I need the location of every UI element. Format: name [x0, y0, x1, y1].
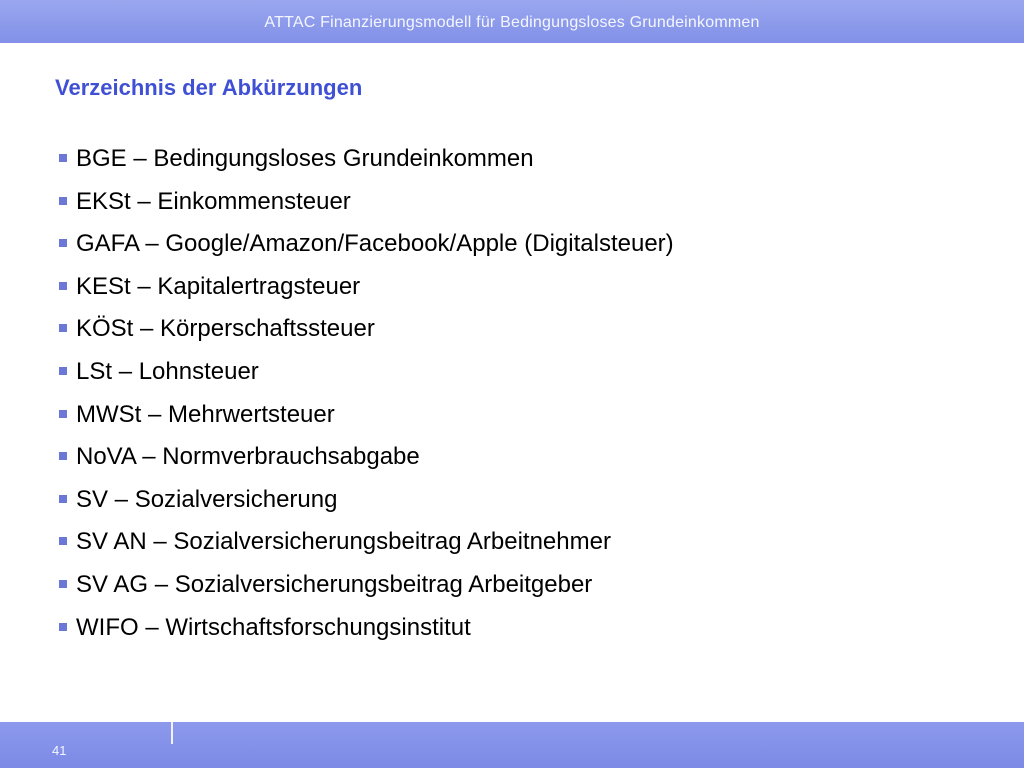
- header-bar: [0, 0, 1024, 43]
- list-item-text: SV – Sozialversicherung: [76, 485, 338, 513]
- square-bullet-icon: [59, 367, 67, 375]
- square-bullet-icon: [59, 239, 67, 247]
- section-heading: Verzeichnis der Abkürzungen: [55, 75, 363, 100]
- square-bullet-icon: [59, 495, 67, 503]
- list-item: [56, 566, 674, 609]
- list-item-text: MWSt – Mehrwertsteuer: [76, 400, 335, 428]
- list-item-text: KÖSt – Körperschaftssteuer: [76, 315, 375, 343]
- square-bullet-icon: [59, 410, 67, 418]
- page-number: 41: [52, 743, 67, 758]
- square-bullet-icon: [59, 537, 67, 545]
- list-item-text: KESt – Kapitalertragsteuer: [76, 272, 361, 300]
- list-item-text: GAFA – Google/Amazon/Facebook/Apple (Digitalsteuer): [76, 230, 674, 258]
- list-item-text: SV AN – Sozialversicherungsbeitrag Arbeitnehmer: [76, 528, 611, 556]
- list-item: [56, 396, 674, 439]
- list-item: [56, 523, 674, 566]
- list-item-text: NoVA – Normverbrauchsabgabe: [76, 443, 420, 471]
- footer-divider: [171, 722, 173, 744]
- list-item: [56, 609, 674, 652]
- list-item-text: WIFO – Wirtschaftsforschungsinstitut: [76, 613, 471, 641]
- list-item-text: SV AG – Sozialversicherungsbeitrag Arbeitgeber: [76, 570, 593, 598]
- square-bullet-icon: [59, 197, 67, 205]
- list-item: [56, 481, 674, 524]
- list-item: [56, 353, 674, 396]
- list-item: [56, 140, 674, 183]
- list-item: [56, 183, 674, 226]
- square-bullet-icon: [59, 580, 67, 588]
- square-bullet-icon: [59, 154, 67, 162]
- abbreviation-list: [56, 140, 674, 651]
- footer-bar: [0, 722, 1024, 768]
- list-item: [56, 438, 674, 481]
- list-item-text: EKSt – Einkommensteuer: [76, 187, 351, 215]
- list-item-text: BGE – Bedingungsloses Grundeinkommen: [76, 145, 534, 172]
- square-bullet-icon: [59, 282, 67, 290]
- list-item: [56, 268, 674, 311]
- list-item: [56, 310, 674, 353]
- square-bullet-icon: [59, 623, 67, 631]
- square-bullet-icon: [59, 452, 67, 460]
- list-item-text: LSt – Lohnsteuer: [76, 357, 259, 385]
- list-item: [56, 225, 674, 268]
- square-bullet-icon: [59, 324, 67, 332]
- presentation-title: ATTAC Finanzierungsmodell für Bedingungsloses Grundeinkommen: [264, 14, 760, 31]
